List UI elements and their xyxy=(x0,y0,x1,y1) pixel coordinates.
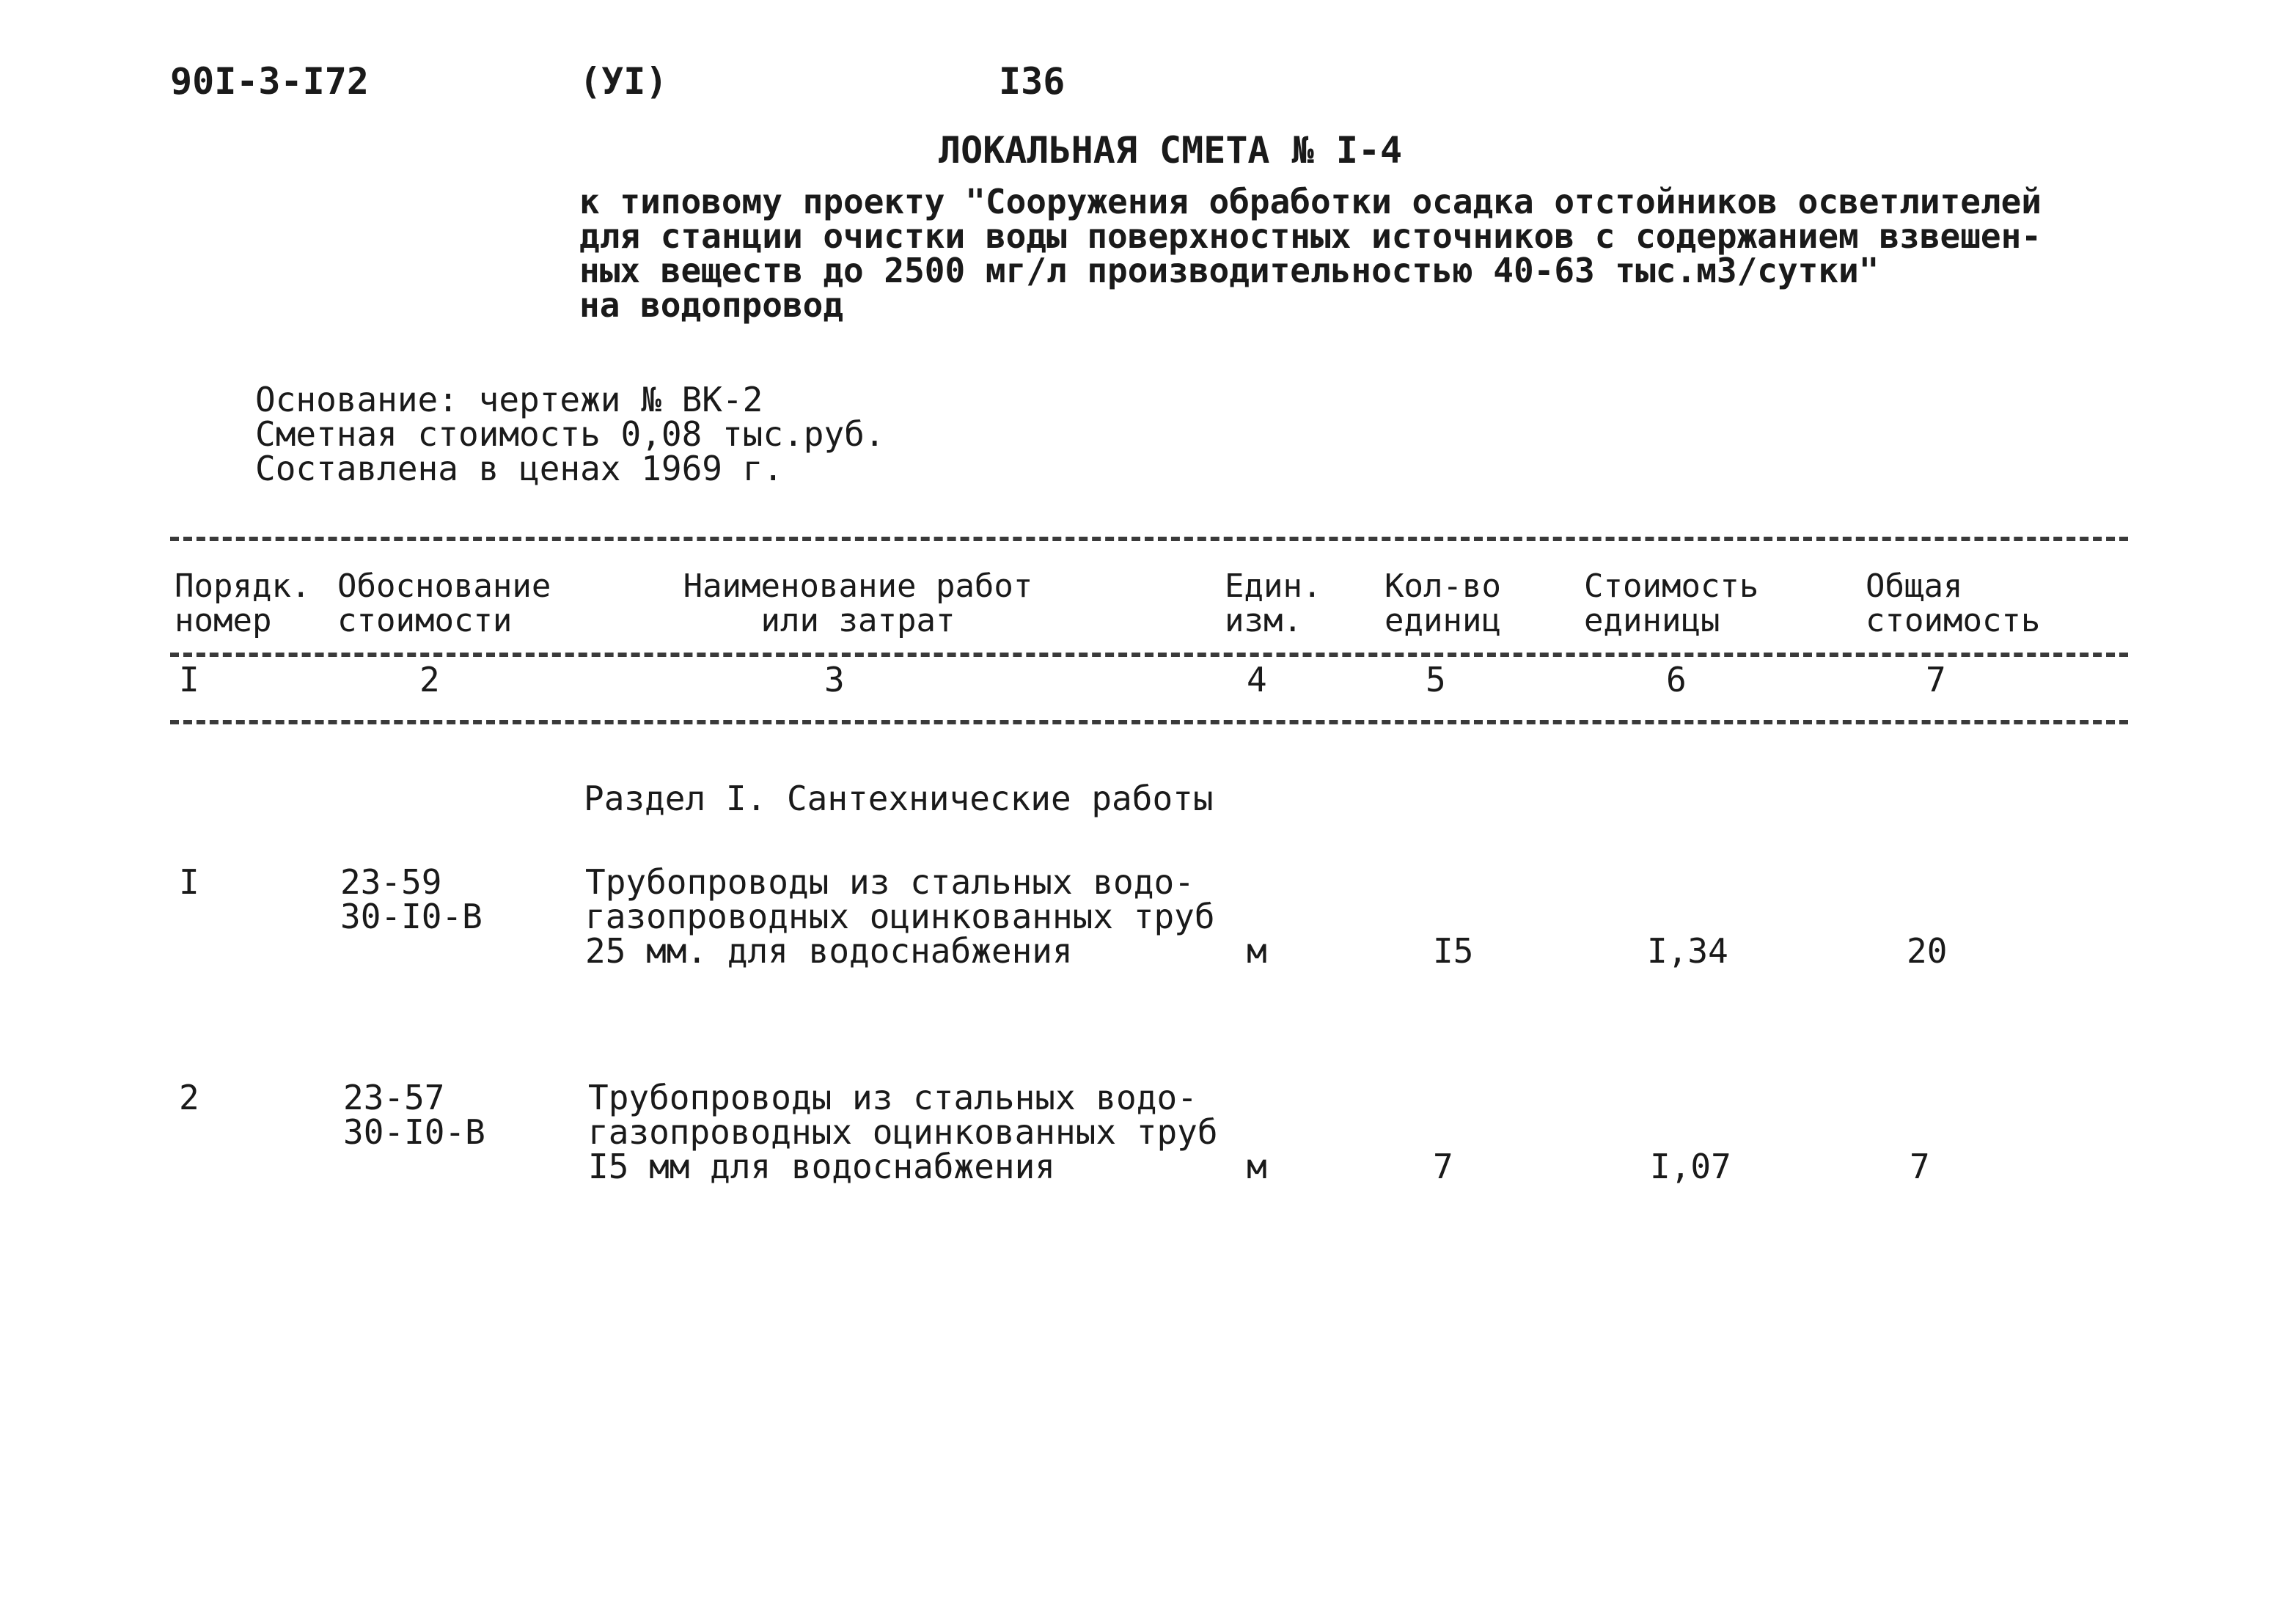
basis-price-year: Составлена в ценах 1969 г. xyxy=(255,449,784,488)
cost-basis-line: 23-59 xyxy=(340,862,442,902)
column-number: I xyxy=(179,660,199,699)
column-header-line: Стоимость xyxy=(1584,567,1759,605)
cost-basis-line: 30-I0-В xyxy=(340,897,483,936)
column-header-line: стоимость xyxy=(1866,602,2041,639)
page-number: I36 xyxy=(999,60,1066,103)
row-unit: м xyxy=(1247,931,1267,971)
row-order-number: 2 xyxy=(179,1078,199,1117)
project-description-line: для станции очистки воды поверхностных источников с содержанием взвешен- xyxy=(579,216,2042,256)
column-header-line: Порядк. xyxy=(175,567,311,605)
column-header-unit xyxy=(1225,569,1321,638)
project-description-line: на водопровод xyxy=(579,285,844,325)
table-top-rule xyxy=(170,537,2128,541)
column-header-quantity xyxy=(1384,569,1501,638)
column-header-order-number xyxy=(175,569,310,638)
column-header-work-name xyxy=(660,569,1056,638)
section-title: Раздел I. Сантехнические работы xyxy=(584,779,1214,818)
estimate-title: ЛОКАЛЬНАЯ СМЕТА № I-4 xyxy=(939,129,1403,172)
column-header-line: номер xyxy=(175,602,272,639)
column-header-line: стоимости xyxy=(337,602,513,639)
column-header-line: или затрат xyxy=(760,602,956,639)
basis-drawings: Основание: чертежи № ВК-2 xyxy=(255,380,763,419)
row-unit: м xyxy=(1247,1147,1267,1186)
row-cost-basis xyxy=(340,862,483,936)
row-cost-basis xyxy=(343,1078,485,1152)
column-header-line: единицы xyxy=(1584,602,1720,639)
row-unit-cost: I,07 xyxy=(1650,1147,1731,1186)
work-name-line: газопроводных оцинкованных труб xyxy=(585,897,1215,936)
row-work-name xyxy=(588,1078,1218,1186)
column-header-line: единиц xyxy=(1384,602,1501,639)
row-quantity: 7 xyxy=(1433,1147,1453,1186)
row-unit-cost: I,34 xyxy=(1647,931,1728,971)
work-name-line: 25 мм. для водоснабжения xyxy=(585,931,1073,971)
column-number: 2 xyxy=(419,660,440,699)
column-header-line: Кол-во xyxy=(1384,567,1501,605)
basis-estimated-cost: Сметная стоимость 0,08 тыс.руб. xyxy=(255,414,885,454)
cost-basis-line: 30-I0-В xyxy=(343,1112,485,1152)
column-number: 3 xyxy=(824,660,845,699)
column-header-line: Общая xyxy=(1866,567,1963,605)
volume-number: (УI) xyxy=(579,60,668,103)
column-header-line: Един. xyxy=(1225,567,1322,605)
column-number: 7 xyxy=(1926,660,1946,699)
row-work-name xyxy=(585,862,1215,971)
row-order-number: I xyxy=(179,862,199,902)
column-header-cost-basis xyxy=(337,569,551,638)
row-total-cost: 20 xyxy=(1907,931,1948,971)
row-total-cost: 7 xyxy=(1910,1147,1930,1186)
cost-basis-line: 23-57 xyxy=(343,1078,445,1117)
work-name-line: I5 мм для водоснабжения xyxy=(588,1147,1055,1186)
project-description-line: ных веществ до 2500 мг/л производительностью 40-63 тыс.м3/сутки" xyxy=(579,251,1879,290)
estimate-basis xyxy=(255,380,885,488)
work-name-line: газопроводных оцинкованных труб xyxy=(588,1112,1218,1152)
document-code: 90I-3-I72 xyxy=(170,60,369,103)
column-header-line: Наименование работ xyxy=(683,567,1033,605)
row-quantity: I5 xyxy=(1433,931,1474,971)
work-name-line: Трубопроводы из стальных водо- xyxy=(588,1078,1197,1117)
project-description-line: к типовому проекту "Сооружения обработки осадка отстойников осветлителей xyxy=(579,182,2042,221)
project-description xyxy=(579,182,2042,325)
column-header-unit-cost xyxy=(1584,569,1758,638)
column-header-line: изм. xyxy=(1225,602,1302,639)
column-number: 6 xyxy=(1666,660,1687,699)
table-numbering-rule xyxy=(170,720,2128,724)
table-header-rule xyxy=(170,653,2128,657)
column-number: 5 xyxy=(1426,660,1446,699)
column-number: 4 xyxy=(1247,660,1267,699)
work-name-line: Трубопроводы из стальных водо- xyxy=(585,862,1195,902)
column-header-total-cost xyxy=(1866,569,2040,638)
column-header-line: Обоснование xyxy=(337,567,551,605)
